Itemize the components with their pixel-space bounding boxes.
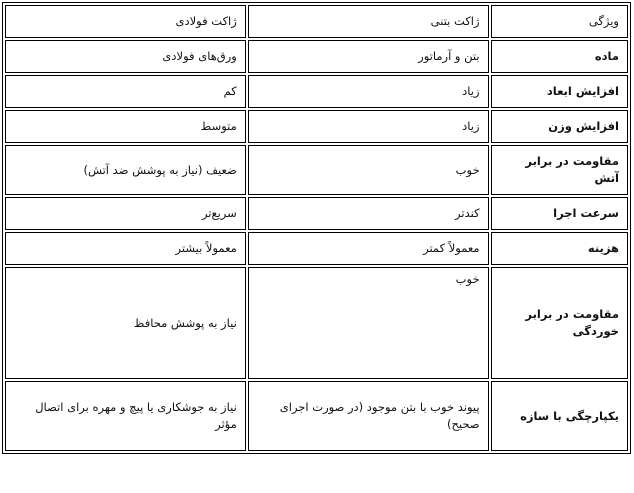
table-row	[5, 145, 628, 195]
header-feature: ویژگی	[491, 5, 628, 38]
table-header-row	[5, 5, 628, 38]
header-steel-jacket: ژاکت فولادی	[5, 5, 246, 38]
concrete-cell: زیاد	[248, 110, 489, 143]
table-row	[5, 232, 628, 265]
steel-cell: نیاز به جوشکاری یا پیچ و مهره برای اتصال مؤثر	[5, 381, 246, 451]
header-concrete-jacket: ژاکت بتنی	[248, 5, 489, 38]
concrete-cell: معمولاً کمتر	[248, 232, 489, 265]
concrete-cell: بتن و آرماتور	[248, 40, 489, 73]
row-label: ماده	[491, 40, 628, 73]
row-label: مقاومت در برابر آتش	[491, 145, 628, 195]
row-label: هزینه	[491, 232, 628, 265]
row-label: افزایش وزن	[491, 110, 628, 143]
row-label: سرعت اجرا	[491, 197, 628, 230]
table-row	[5, 267, 628, 379]
table-row	[5, 75, 628, 108]
row-label: افزایش ابعاد	[491, 75, 628, 108]
concrete-cell: پیوند خوب با بتن موجود (در صورت اجرای صحیح)	[248, 381, 489, 451]
table-row	[5, 197, 628, 230]
table-row	[5, 381, 628, 451]
steel-cell: ضعیف (نیاز به پوشش ضد آتش)	[5, 145, 246, 195]
concrete-cell: زیاد	[248, 75, 489, 108]
concrete-cell: کندتر	[248, 197, 489, 230]
comparison-table	[2, 2, 631, 454]
steel-cell: معمولاً بیشتر	[5, 232, 246, 265]
concrete-cell: خوب	[248, 145, 489, 195]
table-row	[5, 110, 628, 143]
steel-cell: نیاز به پوشش محافظ	[5, 267, 246, 379]
row-label: مقاومت در برابر خوردگی	[491, 267, 628, 379]
steel-cell: ورق‌های فولادی	[5, 40, 246, 73]
steel-cell: کم	[5, 75, 246, 108]
comparison-table-container	[2, 2, 631, 454]
table-row	[5, 40, 628, 73]
row-label: یکپارچگی با سازه	[491, 381, 628, 451]
concrete-cell: خوب	[248, 267, 489, 379]
steel-cell: سریع‌تر	[5, 197, 246, 230]
steel-cell: متوسط	[5, 110, 246, 143]
